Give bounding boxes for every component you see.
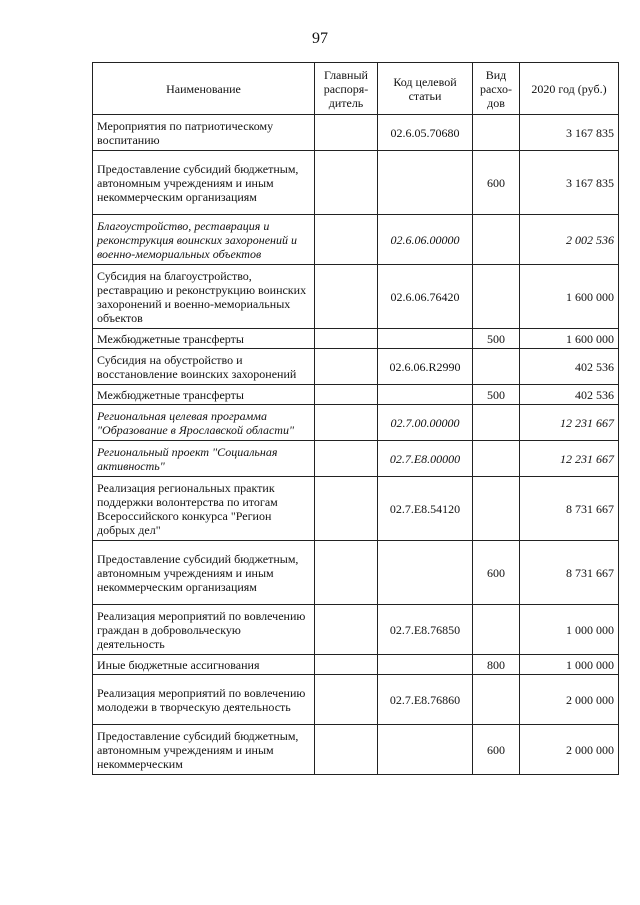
cell-name: Благоустройство, реставрация и реконструкция воинских захоронений и военно-мемориальных объектов (93, 215, 315, 265)
cell-sum: 3 167 835 (520, 151, 619, 215)
cell-code: 02.7.E8.76850 (378, 605, 473, 655)
cell-sum: 1 600 000 (520, 265, 619, 329)
cell-name: Мероприятия по патриотическому воспитанию (93, 115, 315, 151)
cell-sum: 2 000 000 (520, 725, 619, 775)
cell-type (473, 477, 520, 541)
page-number: 97 (312, 30, 328, 47)
cell-sum: 3 167 835 (520, 115, 619, 151)
cell-sum: 1 600 000 (520, 329, 619, 349)
cell-name: Субсидия на благоустройство, реставрацию и реконструкцию воинских захоронений и военно-мемориальных объектов (93, 265, 315, 329)
cell-code (378, 655, 473, 675)
table-row (93, 541, 619, 605)
cell-type (473, 441, 520, 477)
table-row (93, 441, 619, 477)
table-row (93, 349, 619, 385)
cell-admin (315, 655, 378, 675)
header-type: Вид расхо-дов (473, 63, 520, 115)
cell-type: 600 (473, 541, 520, 605)
cell-code: 02.7.00.00000 (378, 405, 473, 441)
cell-name: Межбюджетные трансферты (93, 385, 315, 405)
table-row (93, 405, 619, 441)
table-row (93, 265, 619, 329)
cell-type: 600 (473, 151, 520, 215)
table-row (93, 477, 619, 541)
cell-name: Межбюджетные трансферты (93, 329, 315, 349)
table-row (93, 725, 619, 775)
cell-name: Реализация мероприятий по вовлечению молодежи в творческую деятельность (93, 675, 315, 725)
cell-admin (315, 605, 378, 655)
header-admin: Главный распоря-дитель (315, 63, 378, 115)
cell-type: 500 (473, 329, 520, 349)
cell-admin (315, 115, 378, 151)
cell-code (378, 725, 473, 775)
cell-code: 02.7.E8.54120 (378, 477, 473, 541)
cell-sum: 12 231 667 (520, 405, 619, 441)
table-row (93, 655, 619, 675)
cell-name: Предоставление субсидий бюджетным, автономным учреждениям и иным некоммерческим организациям (93, 541, 315, 605)
cell-name: Реализация мероприятий по вовлечению граждан в добровольческую деятельность (93, 605, 315, 655)
cell-admin (315, 441, 378, 477)
cell-name: Реализация региональных практик поддержки волонтерства по итогам Всероссийского конкурса "Регион добрых дел" (93, 477, 315, 541)
table-row (93, 605, 619, 655)
cell-name: Предоставление субсидий бюджетным, автономным учреждениям и иным некоммерческим организациям (93, 151, 315, 215)
cell-sum: 2 002 536 (520, 215, 619, 265)
cell-code (378, 541, 473, 605)
cell-name: Региональная целевая программа "Образование в Ярославской области" (93, 405, 315, 441)
cell-admin (315, 151, 378, 215)
cell-code: 02.6.06.76420 (378, 265, 473, 329)
cell-sum: 1 000 000 (520, 655, 619, 675)
cell-sum: 1 000 000 (520, 605, 619, 655)
cell-code: 02.7.E8.76860 (378, 675, 473, 725)
cell-sum: 402 536 (520, 385, 619, 405)
cell-sum: 8 731 667 (520, 541, 619, 605)
cell-code: 02.7.E8.00000 (378, 441, 473, 477)
header-code: Код целевой статьи (378, 63, 473, 115)
table-row (93, 115, 619, 151)
cell-sum: 2 000 000 (520, 675, 619, 725)
cell-type (473, 265, 520, 329)
cell-code (378, 151, 473, 215)
cell-type: 600 (473, 725, 520, 775)
cell-admin (315, 477, 378, 541)
cell-admin (315, 349, 378, 385)
cell-code (378, 385, 473, 405)
table-row (93, 215, 619, 265)
cell-type: 500 (473, 385, 520, 405)
cell-name: Региональный проект "Социальная активность" (93, 441, 315, 477)
cell-type (473, 215, 520, 265)
cell-admin (315, 675, 378, 725)
cell-admin (315, 725, 378, 775)
cell-code: 02.6.05.70680 (378, 115, 473, 151)
cell-admin (315, 541, 378, 605)
budget-table (92, 62, 619, 775)
cell-name: Иные бюджетные ассигнования (93, 655, 315, 675)
header-sum: 2020 год (руб.) (520, 63, 619, 115)
cell-admin (315, 385, 378, 405)
header-name: Наименование (93, 63, 315, 115)
table-row (93, 151, 619, 215)
cell-name: Предоставление субсидий бюджетным, автономным учреждениям и иным некоммерческим (93, 725, 315, 775)
table-header-row (93, 63, 619, 115)
table-row (93, 385, 619, 405)
table-row (93, 329, 619, 349)
cell-admin (315, 405, 378, 441)
cell-type: 800 (473, 655, 520, 675)
cell-code: 02.6.06.00000 (378, 215, 473, 265)
cell-type (473, 115, 520, 151)
cell-code (378, 329, 473, 349)
cell-sum: 8 731 667 (520, 477, 619, 541)
table-body (93, 115, 619, 775)
cell-type (473, 605, 520, 655)
cell-code: 02.6.06.R2990 (378, 349, 473, 385)
cell-sum: 402 536 (520, 349, 619, 385)
table-row (93, 675, 619, 725)
cell-sum: 12 231 667 (520, 441, 619, 477)
cell-type (473, 405, 520, 441)
cell-admin (315, 215, 378, 265)
cell-admin (315, 265, 378, 329)
cell-admin (315, 329, 378, 349)
cell-type (473, 349, 520, 385)
cell-type (473, 675, 520, 725)
cell-name: Субсидия на обустройство и восстановление воинских захоронений (93, 349, 315, 385)
